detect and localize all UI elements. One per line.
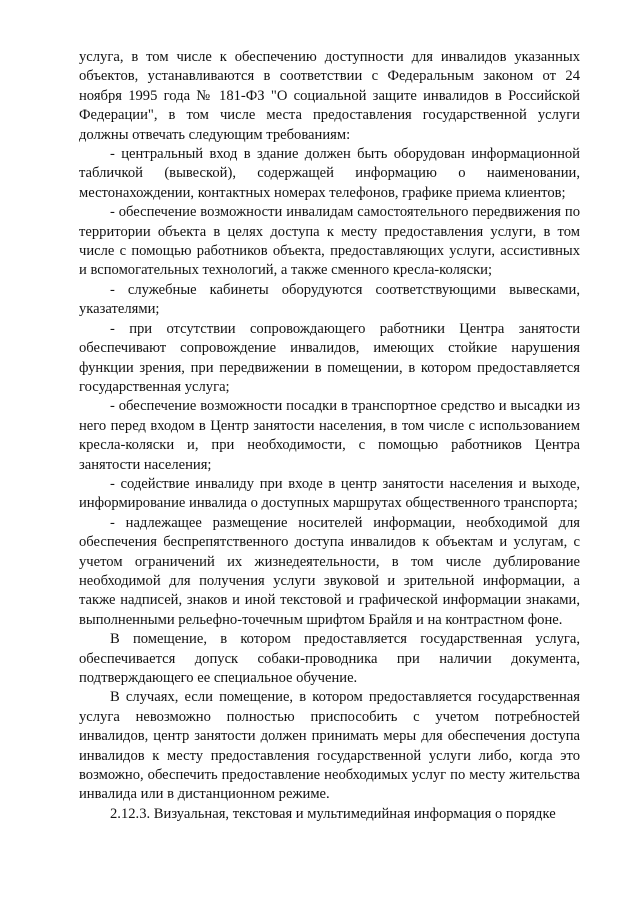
paragraph-information-media: - надлежащее размещение носителей информации, необходимой для обеспечения беспрепятственного доступа инвалидов к объектам и услугам, с учетом ограничений их жизнедеятельности, в том числе дублирование необходимой для получения услуги звуковой и зрительной информации, а также надписей, знаков и иной текстовой и графической информации знаками, выполненными рельефно-точечным шрифтом Брайля и на контрастном фоне. — [79, 514, 580, 628]
paragraph-transport: - обеспечение возможности посадки в транспортное средство и высадки из него перед входом в Центр занятости населения, в том числе с использованием кресла-коляски и, при необходимости, с помощью работников Центра занятости населения; — [79, 398, 580, 473]
paragraph-escort: - при отсутствии сопровождающего работники Центра занятости обеспечивают сопровождение инвалидов, имеющих стойкие нарушения функции зрения, при передвижении в помещении, в котором предоставляется государственная услуга; — [79, 320, 580, 395]
paragraph-adaptation: В случаях, если помещение, в котором предоставляется государственная услуга невозможно полностью приспособить с учетом потребностей инвалидов, центр занятости должен принимать меры для обеспечения доступа инвалидов к месту предоставления государственной услуги либо, когда это возможно, обеспечить предоставление необходимых услуг по месту жительства инвалида или в дистанционном режиме. — [79, 689, 580, 803]
paragraph-intro: услуга, в том числе к обеспечению доступности для инвалидов указанных объектов, устанавливаются в соответствии с Федеральным законом от 24 ноября 1995 года № 181-ФЗ "О социальной защите инвалидов в Российской Федерации", в том числе места предоставления государственной услуги должны отвечать следующим требованиям: — [79, 49, 580, 143]
document-page — [79, 48, 580, 824]
paragraph-office-signs: - служебные кабинеты оборудуются соответствующими вывесками, указателями; — [79, 281, 580, 318]
paragraph-section-2-12-3: 2.12.3. Визуальная, текстовая и мультимедийная информация о порядке — [110, 805, 556, 822]
paragraph-entrance-signage: - центральный вход в здание должен быть оборудован информационной табличкой (вывеской), содержащей информацию о наименовании, местонахождении, контактных номерах телефонов, графике приема клиентов; — [79, 146, 580, 201]
paragraph-mobility: - обеспечение возможности инвалидам самостоятельного передвижения по территории объекта в целях доступа к месту предоставления услуги, в том числе с помощью работников объекта, предоставляющих услуги, ассистивных и вспомогательных технологий, а также сменного кресла-коляски; — [79, 204, 580, 279]
paragraph-assistance: - содействие инвалиду при входе в центр занятости населения и выходе, информирование инвалида о доступных маршрутах общественного транспорта; — [79, 475, 580, 512]
paragraph-guide-dog: В помещение, в котором предоставляется государственная услуга, обеспечивается допуск собаки-проводника при наличии документа, подтверждающего ее специальное обучение. — [79, 631, 580, 686]
